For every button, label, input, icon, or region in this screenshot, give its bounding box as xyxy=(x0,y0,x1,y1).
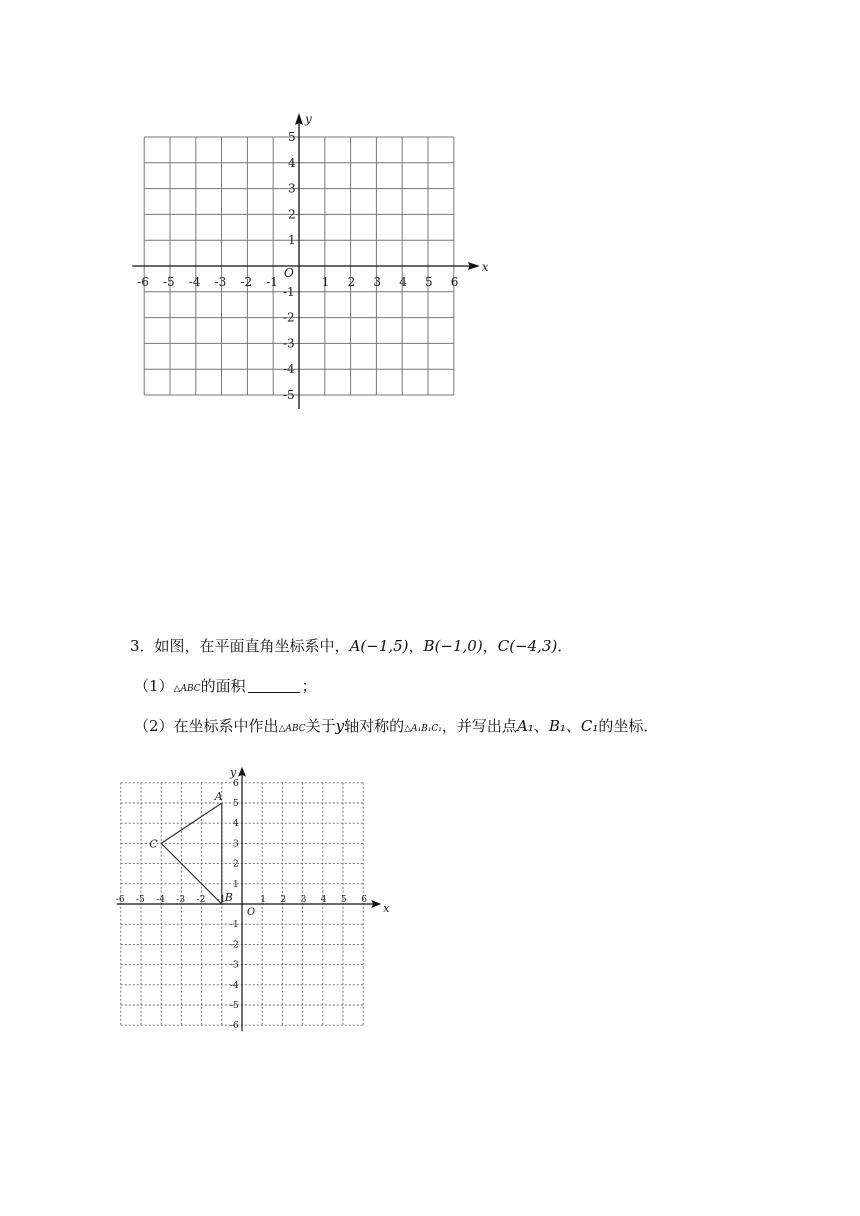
y-tick-label: -2 xyxy=(230,940,239,951)
y-tick-label: -4 xyxy=(230,980,239,991)
x-tick-label: -6 xyxy=(115,895,125,905)
vertex-label-a: A xyxy=(214,790,223,803)
x-tick-label: -2 xyxy=(240,275,253,289)
x-tick-label: -4 xyxy=(188,275,201,289)
part-1-text: 的面积 xyxy=(200,677,246,695)
vertex-label-c: C xyxy=(149,837,158,851)
x-tick-label: -2 xyxy=(196,895,206,905)
triangle-abc-shape xyxy=(161,803,222,904)
x-tick-label: -3 xyxy=(176,895,186,905)
x-tick-label: -3 xyxy=(214,275,227,289)
separator: 、 xyxy=(565,717,581,735)
x-tick-label: 1 xyxy=(321,275,330,289)
y-tick-label: -1 xyxy=(230,920,239,931)
x-tick-label: 4 xyxy=(399,275,407,289)
coordinate-grid-1 xyxy=(125,105,495,425)
point-a-coord: A(−1,5) xyxy=(349,637,409,655)
question-3-part-1 xyxy=(134,676,317,699)
x-tick-label: 3 xyxy=(373,275,382,289)
y-tick-label: -2 xyxy=(283,310,295,325)
x-tick-label: 1 xyxy=(260,895,266,905)
triangle-a1b1c1-label: △A₁B₁C₁ xyxy=(404,724,442,734)
y-tick-label: 1 xyxy=(233,879,239,890)
vertex-label-b: B xyxy=(224,891,233,904)
y-tick-label: 4 xyxy=(233,819,239,830)
separator: ， xyxy=(408,637,424,655)
point-b1-label: B₁ xyxy=(548,717,566,735)
question-stem-text: 如图，在平面直角坐标系中， xyxy=(154,637,350,655)
triangle-abc-label: △ABC xyxy=(173,684,201,694)
question-3-stem xyxy=(130,636,572,656)
separator: ， xyxy=(482,637,498,655)
y-tick-label: 3 xyxy=(233,839,239,850)
x-axis-label: x xyxy=(481,260,489,274)
y-tick-label: 3 xyxy=(288,181,296,196)
origin-label: O xyxy=(284,266,294,280)
y-axis-symbol: y xyxy=(335,717,345,735)
tick-labels xyxy=(116,766,390,1031)
x-tick-label: 6 xyxy=(450,275,459,289)
part-1-number: （1） xyxy=(134,677,174,695)
part-2-text-d: ，并写出点 xyxy=(441,717,517,735)
x-tick-label: 6 xyxy=(361,895,367,905)
y-tick-label: -6 xyxy=(230,1021,239,1032)
y-tick-label: -4 xyxy=(283,362,295,377)
y-tick-label: -1 xyxy=(283,284,295,299)
part-2-number: （2） xyxy=(134,717,174,735)
x-tick-label: -4 xyxy=(156,895,165,905)
triangle-abc xyxy=(149,790,233,904)
x-tick-label: 3 xyxy=(300,895,307,905)
question-number: 3． xyxy=(130,637,155,655)
y-tick-label: -5 xyxy=(283,388,295,402)
point-a1-label: A₁ xyxy=(516,717,534,735)
x-tick-label: -1 xyxy=(216,895,226,905)
y-tick-label: 6 xyxy=(233,778,239,789)
part-2-text-a: 在坐标系中作出 xyxy=(173,717,279,735)
x-tick-label: 2 xyxy=(347,275,356,289)
separator: 、 xyxy=(533,717,549,735)
part-2-text-e: 的坐标． xyxy=(598,717,659,735)
x-tick-label: 5 xyxy=(341,895,347,905)
x-tick-label: 4 xyxy=(320,895,327,905)
period: ． xyxy=(557,637,573,655)
coordinate-grid-2 xyxy=(115,755,415,1040)
point-c1-label: C₁ xyxy=(580,717,599,735)
y-tick-label: -3 xyxy=(230,960,239,971)
x-tick-label: -1 xyxy=(266,275,278,289)
y-tick-label: 2 xyxy=(233,859,239,870)
x-tick-label: 2 xyxy=(280,895,287,905)
y-axis-label: y xyxy=(305,112,312,126)
question-3-part-2 xyxy=(134,716,658,739)
tick-labels xyxy=(137,112,489,402)
y-tick-label: 5 xyxy=(288,130,296,144)
y-tick-label: -3 xyxy=(283,336,295,351)
part-1-end: ； xyxy=(301,677,317,695)
answer-blank[interactable] xyxy=(248,678,300,693)
x-tick-label: 5 xyxy=(425,275,433,289)
origin-label: O xyxy=(247,907,256,918)
point-c-coord: C(−4,3) xyxy=(497,637,558,655)
part-2-text-b: 关于 xyxy=(305,717,336,735)
x-tick-label: -6 xyxy=(137,275,149,289)
x-axis-label: x xyxy=(383,902,390,915)
x-tick-label: -5 xyxy=(163,275,175,289)
part-2-text-c: 轴对称的 xyxy=(344,717,405,735)
y-tick-label: 4 xyxy=(288,155,296,170)
y-tick-label: -5 xyxy=(230,1001,239,1011)
triangle-abc-label: △ABC xyxy=(278,724,306,734)
x-tick-label: -5 xyxy=(136,895,145,905)
y-tick-label: 5 xyxy=(233,799,239,809)
y-axis-label: y xyxy=(230,765,237,779)
y-tick-label: 2 xyxy=(288,207,296,222)
point-b-coord: B(−1,0) xyxy=(423,637,483,655)
y-tick-label: 1 xyxy=(288,233,296,248)
